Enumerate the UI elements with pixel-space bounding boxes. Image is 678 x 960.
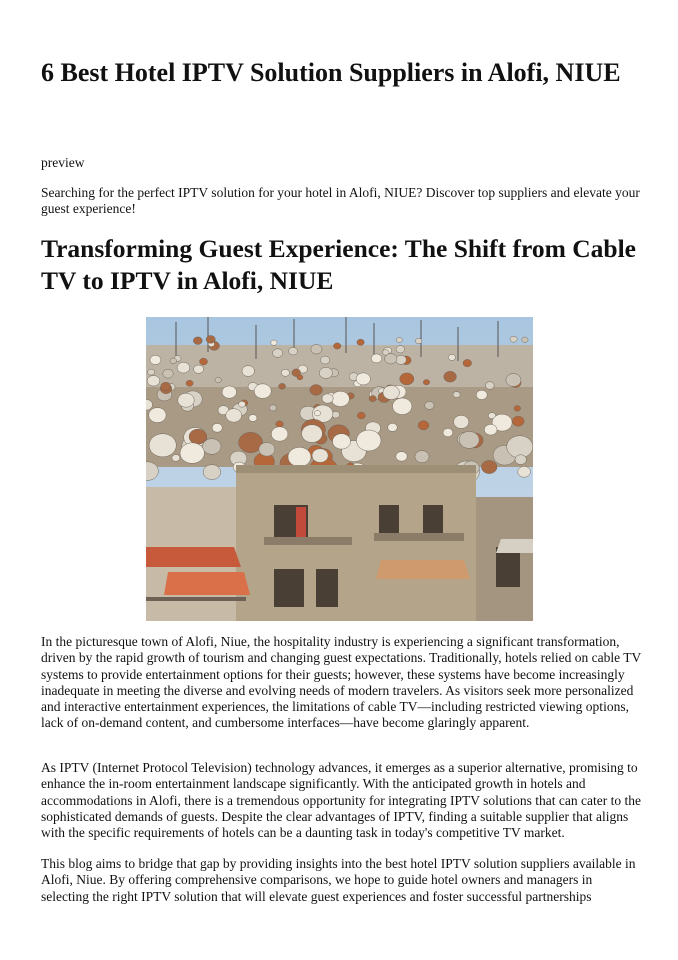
satellite-dish: [311, 344, 322, 354]
satellite-dish: [194, 365, 204, 373]
satellite-dish: [506, 374, 521, 387]
satellite-dish: [172, 455, 180, 462]
satellite-dish: [459, 431, 479, 448]
satellite-dish: [485, 382, 494, 390]
satellite-dish: [443, 428, 453, 436]
satellite-dish: [269, 405, 276, 411]
satellite-dish: [357, 339, 364, 345]
satellite-dish: [453, 392, 460, 398]
satellite-dish: [310, 385, 323, 396]
satellite-dish: [400, 373, 414, 385]
satellite-dish: [415, 338, 422, 344]
satellite-dish: [254, 384, 271, 399]
satellite-dish: [302, 425, 323, 443]
satellite-dish: [170, 358, 177, 364]
satellite-dish: [239, 401, 246, 407]
satellite-dish: [226, 409, 242, 423]
satellite-dish: [273, 349, 283, 358]
satellite-dish: [444, 371, 457, 382]
satellite-dish: [333, 434, 351, 449]
satellite-dish: [476, 390, 487, 399]
satellite-dish: [448, 354, 455, 360]
building-roofline: [236, 465, 476, 473]
satellite-dish: [463, 359, 472, 366]
preview-label: preview: [41, 155, 85, 170]
satellite-dish: [177, 362, 190, 373]
satellite-dish: [515, 455, 526, 465]
satellite-dish: [150, 355, 161, 364]
satellite-dish: [288, 447, 311, 466]
satellite-dish: [331, 391, 349, 406]
satellite-dish: [314, 411, 320, 416]
satellite-dish: [242, 366, 255, 377]
satellite-dish: [178, 393, 195, 407]
satellite-dish: [259, 442, 275, 456]
satellite-dish: [518, 466, 531, 477]
satellite-dish: [149, 434, 176, 457]
satellite-dish: [319, 367, 332, 378]
satellite-dish: [418, 421, 429, 430]
satellite-dish: [388, 423, 398, 431]
satellite-dish: [371, 354, 382, 363]
satellite-dish: [357, 412, 365, 419]
satellite-dish: [271, 427, 288, 441]
satellite-dish: [454, 415, 469, 428]
satellite-dish: [281, 369, 289, 376]
satellite-dish: [369, 396, 376, 402]
satellite-dish: [215, 377, 221, 382]
satellite-dish: [512, 416, 524, 426]
section-heading: Transforming Guest Experience: The Shift from Cable TV to IPTV in Alofi, NIUE: [41, 234, 636, 295]
satellite-dish: [312, 449, 328, 463]
satellite-dish: [396, 452, 407, 462]
satellite-dish: [193, 337, 202, 345]
body-paragraph-3: This blog aims to bridge that gap by providing insights into the best hotel IPTV solution suppliers available in Alofi, Niue. By offering comprehensive comparisons, we hope to guide hotel owners and managers in selecting the right IPTV solution that will elevate guest experiences and foster successful partnerships: [41, 856, 636, 904]
satellite-dish: [320, 356, 329, 364]
satellite-dish: [396, 337, 402, 342]
page-title: 6 Best Hotel IPTV Solution Suppliers in Alofi, NIUE: [41, 58, 621, 87]
satellite-dish: [396, 346, 405, 353]
satellite-dish: [356, 430, 381, 451]
satellite-dish: [334, 343, 341, 349]
satellite-dish: [163, 369, 174, 378]
satellite-dish: [522, 337, 528, 342]
satellite-dish: [206, 336, 215, 344]
satellite-dish: [322, 394, 333, 403]
curtain: [296, 507, 306, 537]
satellite-dish: [510, 336, 517, 342]
satellite-dish: [415, 451, 429, 463]
satellite-dish: [147, 376, 160, 387]
satellite-dish: [249, 415, 257, 422]
rooftop-satellite-dishes-photo: [146, 317, 533, 621]
satellite-dish: [356, 373, 370, 385]
satellite-dish: [383, 386, 400, 400]
satellite-dish: [149, 408, 167, 423]
body-paragraph-2: As IPTV (Internet Protocol Television) technology advances, it emerges as a superior alternative, promising to enhance the in-room entertainment landscape significantly. With the anticipated growth in hotels and accommodations in Alofi, there is a tremendous opportunity for integrating IPTV solutions that can cater to the sophisticated demands of guests. Despite the clear advantages of IPTV, finding a suitable supplier that aligns with the specific requirements of hotels can be a daunting task in today's competitive TV market.: [41, 760, 641, 841]
satellite-dish: [423, 380, 429, 385]
satellite-dish: [385, 354, 397, 364]
balcony-railing: [146, 597, 246, 601]
satellite-dish: [292, 369, 301, 377]
satellite-dish: [484, 424, 497, 435]
satellite-dish: [212, 423, 222, 432]
satellite-dish: [161, 382, 171, 391]
satellite-dish: [222, 386, 237, 398]
satellite-dish: [200, 358, 208, 365]
satellite-dish: [289, 347, 298, 355]
satellite-dish: [514, 406, 521, 412]
satellite-dish: [186, 380, 193, 386]
body-paragraph-1: In the picturesque town of Alofi, Niue, the hospitality industry is experiencing a significant transformation, driven by the rapid growth of tourism and changing guest expectations. Traditionally, hotels relied on cable TV systems to provide entertainment options for their guests; however, these systems have become increasingly inadequate in meeting the diverse and evolving needs of modern travelers. As visitors seek more personalized and interactive entertainment experiences, the limitations of cable TV—including restricted viewing options, lack of on-demand content, and cumbersome interfaces—have become glaringly apparent.: [41, 634, 642, 731]
satellite-dish: [203, 439, 221, 455]
satellite-dish: [180, 443, 204, 464]
satellite-dish: [276, 421, 284, 427]
intro-paragraph: Searching for the perfect IPTV solution for your hotel in Alofi, NIUE? Discover top suppliers and elevate your guest experience!: [41, 185, 640, 216]
satellite-dish: [279, 383, 286, 389]
satellite-dish: [425, 401, 434, 409]
satellite-dish: [481, 460, 497, 473]
satellite-dish: [393, 398, 412, 415]
satellite-dish: [203, 465, 221, 480]
satellite-dish: [148, 369, 155, 375]
satellite-dish: [396, 355, 407, 364]
satellite-dish: [271, 340, 277, 345]
